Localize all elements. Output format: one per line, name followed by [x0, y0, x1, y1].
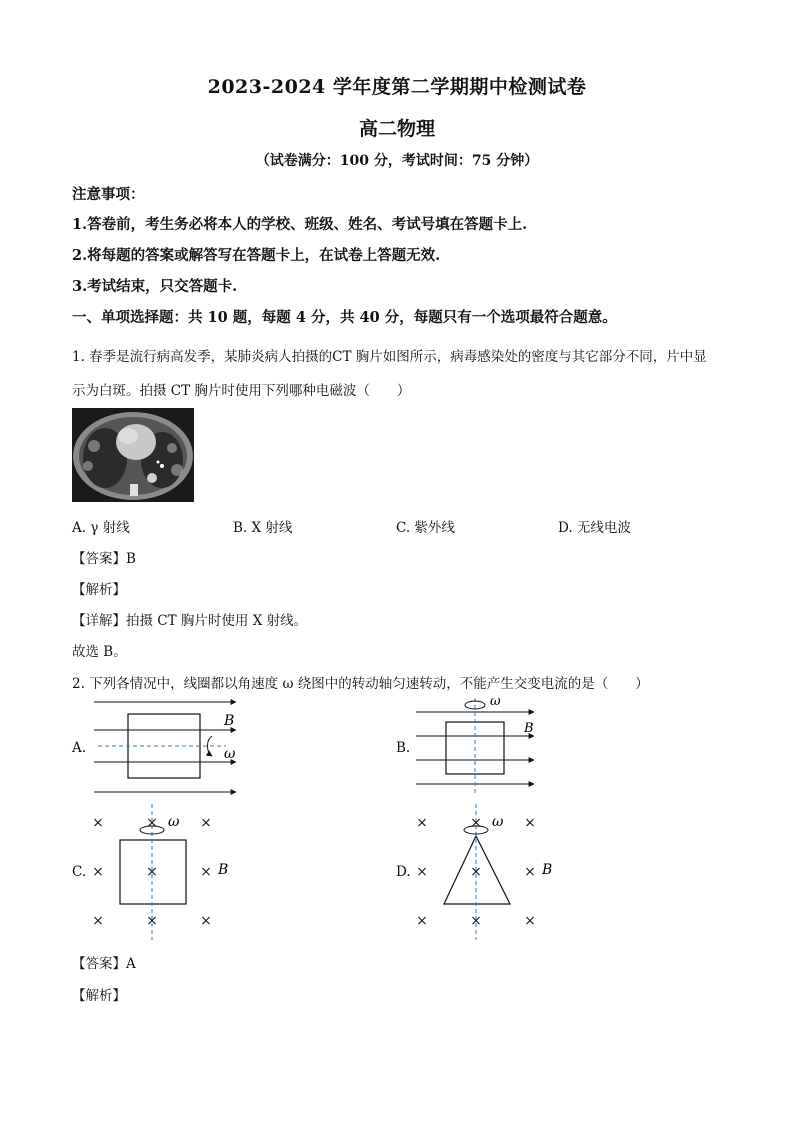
q1-analysis: 【解析】	[72, 582, 126, 598]
svg-text:×: ×	[200, 864, 212, 880]
svg-text:×: ×	[470, 913, 482, 929]
svg-text:×: ×	[416, 815, 428, 831]
svg-text:×: ×	[146, 815, 158, 831]
q2-stem: 2. 下列各情况中，线圈都以角速度 ω 绕图中的转动轴匀速转动，不能产生交变电流的是（ ）	[72, 676, 649, 692]
q2-d-omega-label: ω	[492, 814, 504, 830]
q2-option-b-label: B.	[396, 740, 411, 756]
svg-text:×: ×	[470, 864, 482, 880]
q2-diagram-c	[88, 800, 248, 946]
q1-option-a: A. γ 射线	[72, 520, 130, 536]
exam-title: 2023-2024 学年度第二学期期中检测试卷	[207, 76, 587, 98]
q1-detail: 【详解】拍摄 CT 胸片时使用 X 射线。	[72, 613, 308, 629]
q2-c-field-label: B	[218, 862, 229, 878]
q2-option-c-label: C.	[72, 864, 87, 880]
q2-a-field-label: B	[224, 713, 235, 729]
svg-text:×: ×	[92, 864, 104, 880]
q1-answer: 【答案】B	[72, 551, 136, 567]
q2-b-field-label: B	[524, 721, 534, 736]
svg-text:×: ×	[92, 913, 104, 929]
q2-analysis: 【解析】	[72, 988, 126, 1004]
svg-text:×: ×	[416, 864, 428, 880]
q2-d-field-label: B	[542, 862, 553, 878]
q2-c-omega-label: ω	[168, 814, 180, 830]
svg-text:×: ×	[524, 864, 536, 880]
q2-diagram-b	[412, 692, 540, 796]
q2-answer: 【答案】A	[72, 956, 136, 972]
section-heading: 一、单项选择题：共 10 题，每题 4 分，共 40 分，每题只有一个选项最符合题意。	[72, 309, 617, 326]
q1-option-c: C. 紫外线	[396, 520, 455, 536]
q2-option-a-label: A.	[72, 740, 87, 756]
q1-stem-line1: 1. 春季是流行病高发季，某肺炎病人拍摄的CT 胸片如图所示，病毒感染处的密度与其它部分不同，片中显	[72, 349, 707, 365]
q1-option-d: D. 无线电波	[558, 520, 631, 536]
q1-option-b: B. X 射线	[233, 520, 293, 536]
exam-info: （试卷满分：100 分，考试时间：75 分钟）	[255, 153, 539, 169]
svg-text:×: ×	[200, 815, 212, 831]
q2-b-omega-label: ω	[490, 694, 501, 709]
notice-item-3: 3.考试结束，只交答题卡.	[72, 278, 238, 295]
svg-text:×: ×	[146, 864, 158, 880]
svg-text:×: ×	[524, 815, 536, 831]
svg-text:×: ×	[146, 913, 158, 929]
q1-conclusion: 故选 B。	[72, 644, 127, 660]
notice-item-2: 2.将每题的答案或解答写在答题卡上，在试卷上答题无效.	[72, 247, 441, 264]
q1-stem-line2: 示为白斑。拍摄 CT 胸片时使用下列哪种电磁波（ ）	[72, 383, 411, 399]
svg-text:×: ×	[416, 913, 428, 929]
q2-diagram-d	[412, 800, 572, 946]
svg-text:×: ×	[200, 913, 212, 929]
svg-text:×: ×	[524, 913, 536, 929]
q2-a-omega-label: ω	[224, 746, 236, 762]
notice-heading: 注意事项：	[72, 186, 145, 203]
ct-chest-image	[72, 408, 194, 502]
exam-subject: 高二物理	[358, 118, 435, 140]
svg-text:×: ×	[92, 815, 104, 831]
svg-text:×: ×	[470, 815, 482, 831]
q2-option-d-label: D.	[396, 864, 411, 880]
notice-item-1: 1.答卷前，考生务必将本人的学校、班级、姓名、考试号填在答题卡上.	[72, 216, 528, 233]
q2-diagram-a	[88, 696, 248, 800]
